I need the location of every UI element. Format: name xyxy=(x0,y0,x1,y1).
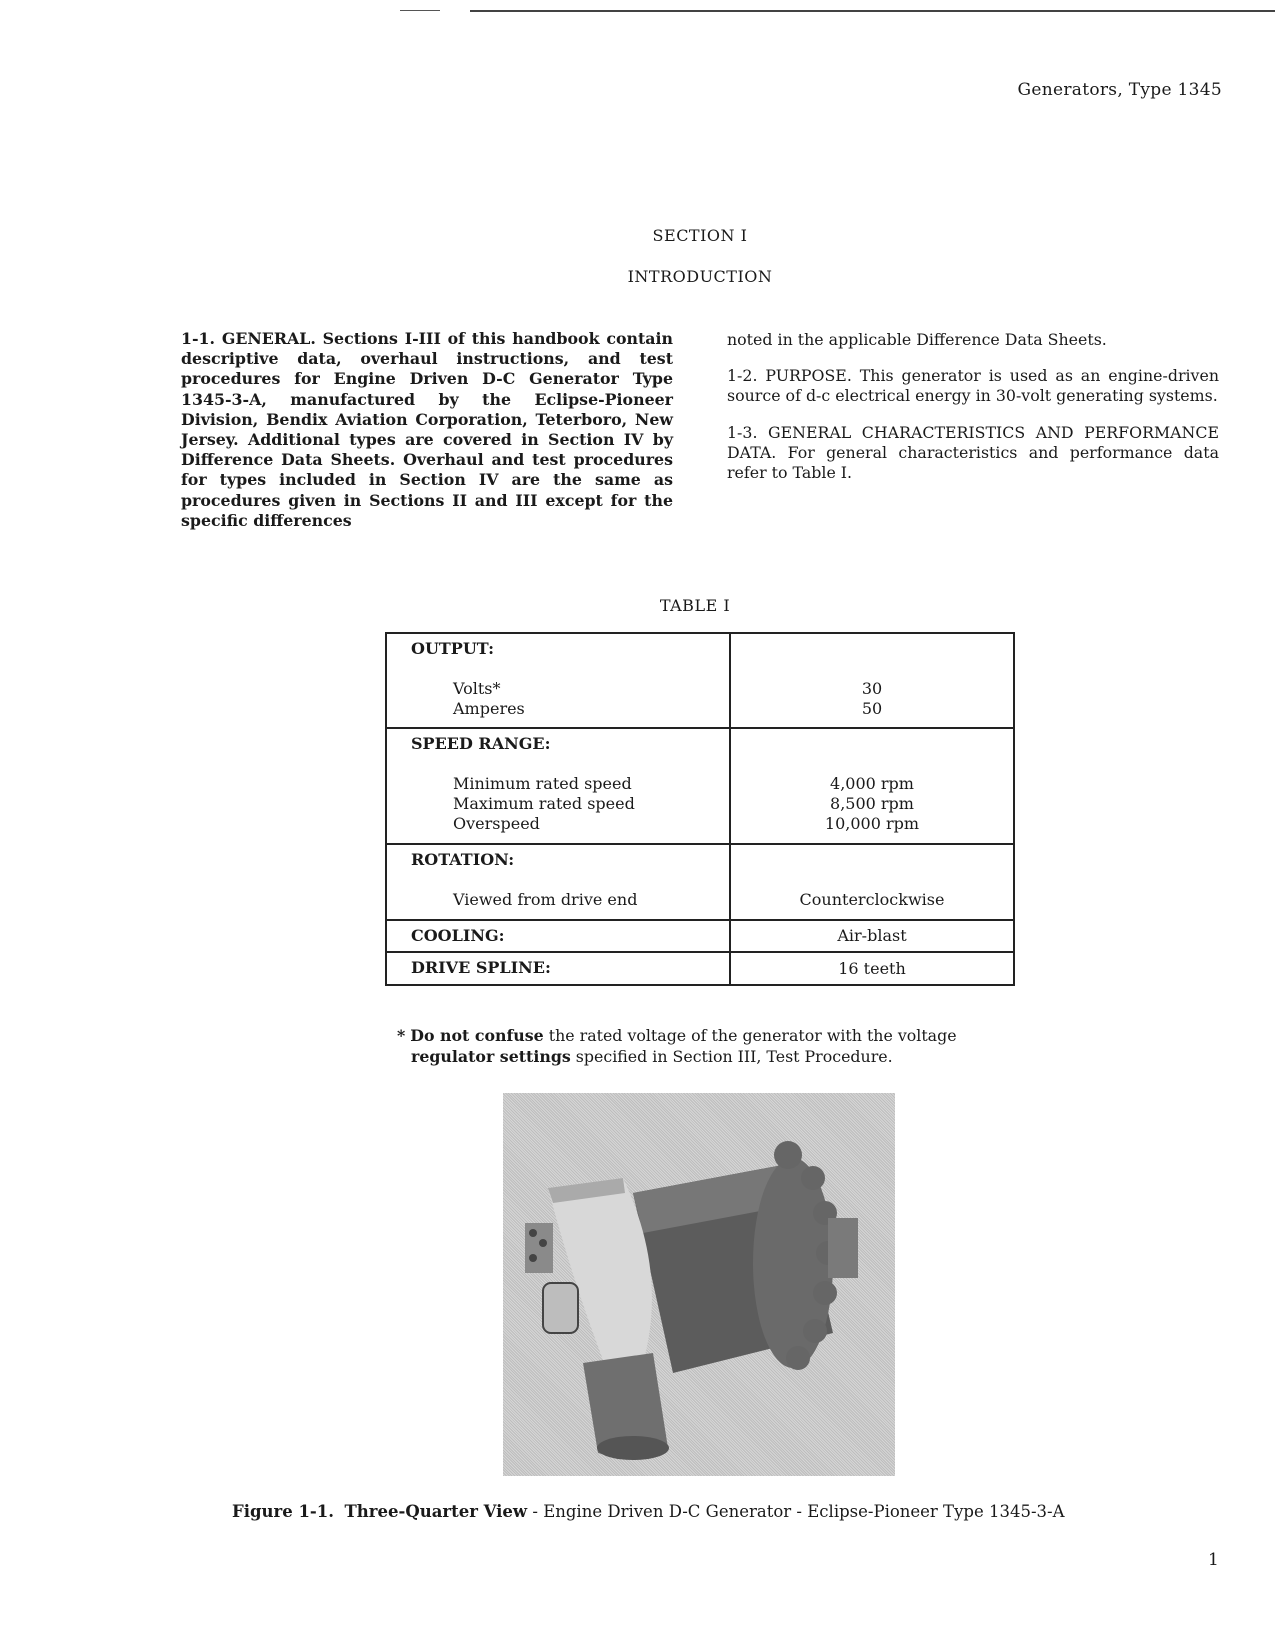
figure-caption-text: - Engine Driven D-C Generator - Eclipse-Pioneer Type 1345-3-A xyxy=(532,1502,1065,1521)
generator-illustration xyxy=(503,1093,895,1476)
group-heading: ROTATION: xyxy=(411,850,515,869)
row-value: 10,000 rpm xyxy=(824,814,920,833)
row-label: Overspeed xyxy=(453,814,540,833)
section-title: INTRODUCTION xyxy=(627,267,773,286)
row-label: Viewed from drive end xyxy=(453,890,638,909)
page-number: 1 xyxy=(1208,1550,1219,1570)
generator-photo xyxy=(503,1093,895,1476)
paragraph-1-1-continuation: noted in the applicable Difference Data Sheets. xyxy=(727,330,1107,349)
row-label: Volts* xyxy=(453,679,501,698)
footnote-text-2: specified in Section III, Test Procedure. xyxy=(575,1046,893,1066)
right-column xyxy=(727,330,1219,499)
table-row-rotation xyxy=(386,844,1014,920)
footnote-marker: * xyxy=(397,1026,406,1045)
figure-caption-title: Three-Quarter View xyxy=(344,1502,528,1521)
running-head: Generators, Type 1345 xyxy=(1017,80,1222,100)
table-footnote xyxy=(397,1026,957,1067)
table-title: TABLE I xyxy=(659,596,731,615)
paragraph-1-1: 1-1. GENERAL. Sections I-III of this handbook contain descriptive data, overhaul instructions, and test procedures for Engine Driven D-C Generator Type 1345-3-A, manufactured by the Eclipse-Pioneer Division, Bendix Aviation Corporation, Teterboro, New Jersey. Additional types are covered in Section IV by Difference Data Sheets. Overhaul and test procedures for types included in Section IV are the same as procedures given in Sections II and III except for the specific differences xyxy=(181,329,673,530)
footnote-emphasis: Do not confuse xyxy=(410,1026,544,1045)
left-column xyxy=(181,329,673,547)
group-heading: SPEED RANGE: xyxy=(411,734,551,753)
row-label: Minimum rated speed xyxy=(453,774,632,793)
row-value: 30 xyxy=(861,679,883,698)
group-heading: DRIVE SPLINE: xyxy=(411,958,551,977)
group-heading: COOLING: xyxy=(411,926,505,945)
figure-label: Figure 1-1. xyxy=(232,1502,335,1521)
row-label: Maximum rated speed xyxy=(453,794,635,813)
characteristics-table xyxy=(385,632,1015,986)
footnote-emphasis-2: regulator settings xyxy=(411,1046,571,1066)
row-value: 16 teeth xyxy=(838,959,906,978)
paragraph-1-2: 1-2. PURPOSE. This generator is used as an engine-driven source of d-c electrical energy in 30-volt generating systems. xyxy=(727,366,1219,406)
row-value: 4,000 rpm xyxy=(830,774,914,793)
table-row-speed-range xyxy=(386,728,1014,844)
section-number: SECTION I xyxy=(652,226,748,245)
table-row-drive-spline xyxy=(386,952,1014,985)
row-value: Air-blast xyxy=(837,926,907,945)
row-value: Counterclockwise xyxy=(799,890,945,909)
row-value: 50 xyxy=(861,699,883,718)
footnote-text: the rated voltage of the generator with the voltage xyxy=(548,1026,957,1045)
group-heading: OUTPUT: xyxy=(411,639,495,658)
paragraph-1-3: 1-3. GENERAL CHARACTERISTICS AND PERFORMANCE DATA. For general characteristics and performance data refer to Table I. xyxy=(727,422,1219,483)
table-row-output xyxy=(386,633,1014,728)
row-label: Amperes xyxy=(453,699,525,718)
scan-artifact-line xyxy=(400,10,440,11)
scan-top-rule xyxy=(470,10,1275,12)
row-value: 8,500 rpm xyxy=(830,794,914,813)
figure-caption xyxy=(232,1502,1065,1521)
table-row-cooling xyxy=(386,920,1014,952)
